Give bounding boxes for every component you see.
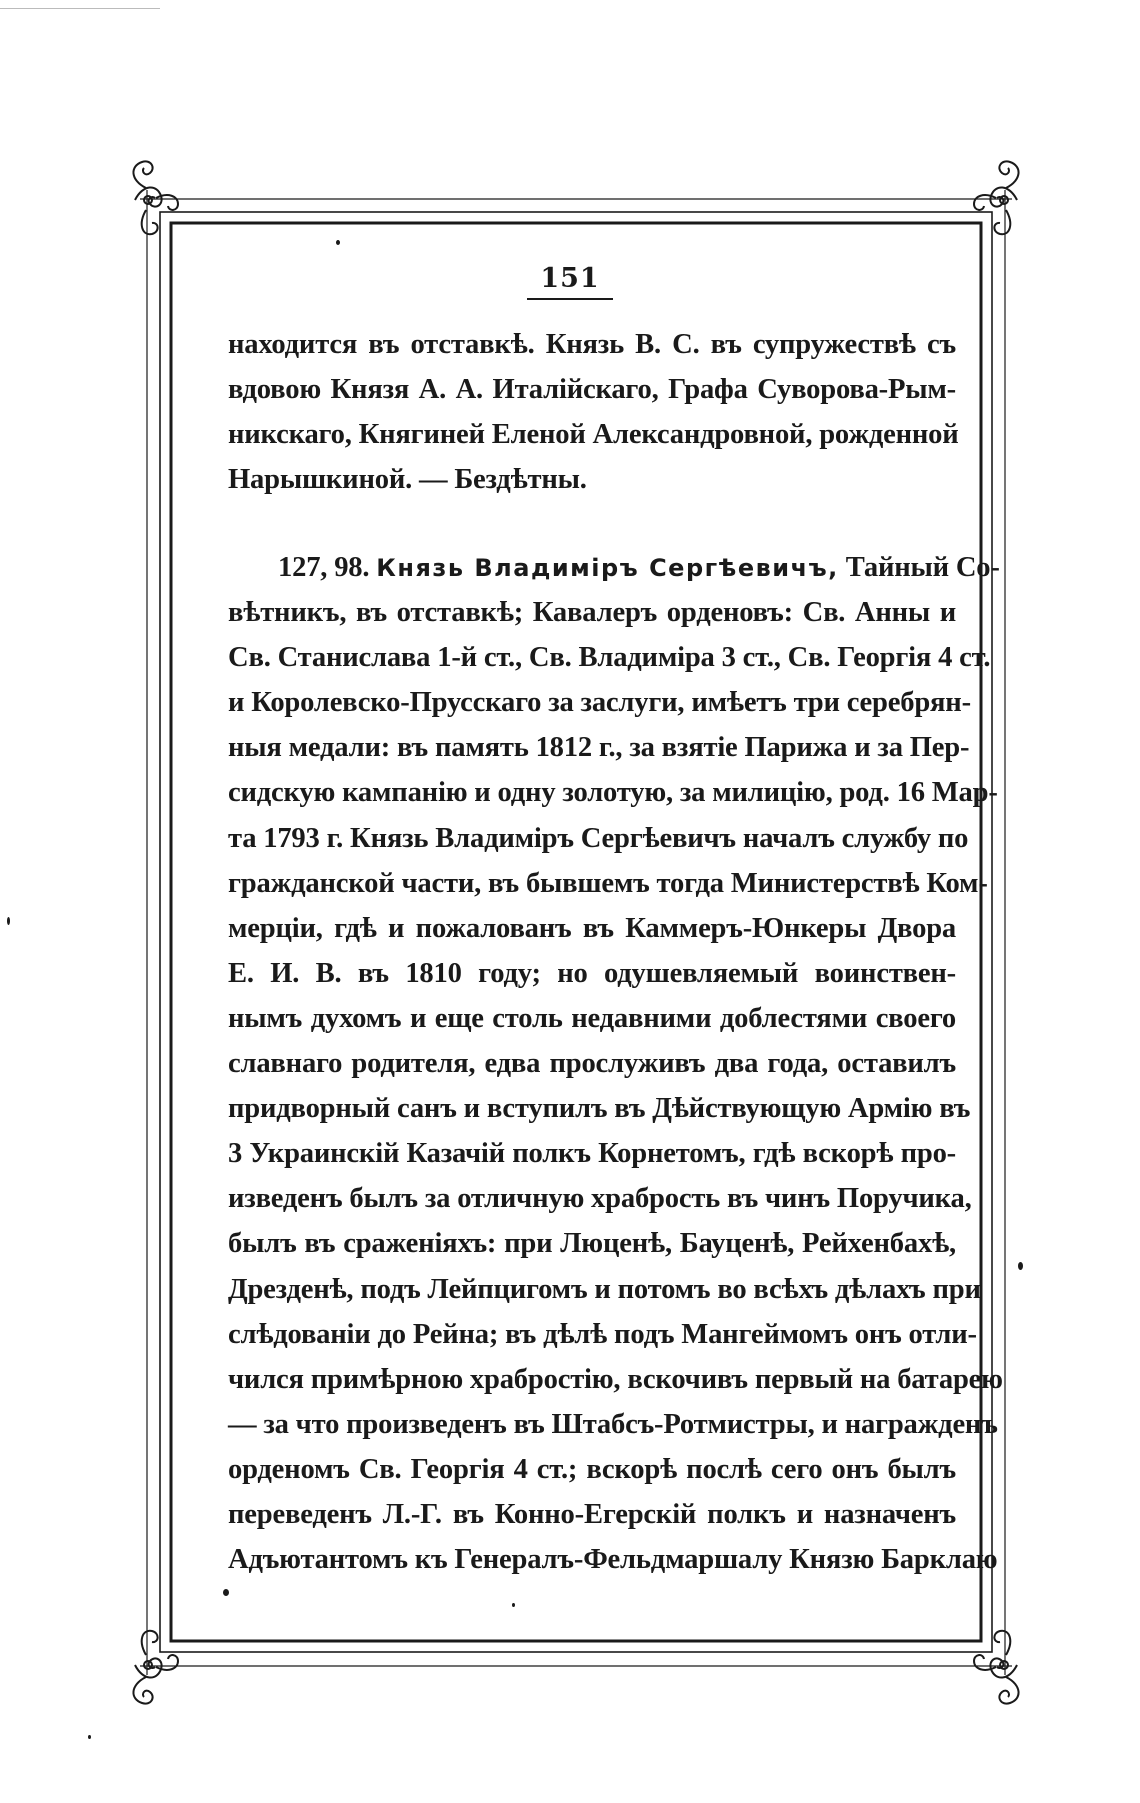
text-line: славнаго родителя, едва прослуживъ два года, оставилъ [228, 1048, 956, 1080]
text-line: Е. И. В. въ 1810 году; но одушевляемый воинствен- [228, 957, 956, 989]
text-line: переведенъ Л.-Г. въ Конно-Егерскій полкъ и назначенъ [228, 1498, 956, 1530]
text-line: Адъютантомъ къ Генералъ-Фельдмаршалу Князю Барклаю [228, 1544, 998, 1576]
text-line: вѣтникъ, въ отставкѣ; Кавалеръ орденовъ: Св. Анны и [228, 597, 956, 629]
text-line: мерціи, гдѣ и пожалованъ въ Каммеръ-Юнкеры Двора [228, 912, 956, 944]
text-line: орденомъ Св. Георгія 4 ст.; вскорѣ послѣ сего онъ былъ [228, 1453, 956, 1485]
text-line: ныя медали: въ память 1812 г., за взятіе Парижа и за Пер- [228, 732, 970, 764]
page-number-underline [527, 298, 613, 300]
paragraph-continuation [228, 322, 959, 502]
text-line: — за что произведенъ въ Штабсъ-Ротмистры, и награжденъ [228, 1408, 998, 1440]
text-line: нымъ духомъ и еще столь недавними доблестями своего [228, 1002, 956, 1034]
scan-speck [88, 1735, 91, 1739]
entry-first-line [228, 545, 1000, 590]
text-line: чился примѣрною храбростію, вскочивъ первый на батарею [228, 1363, 1003, 1395]
scan-speck [1018, 1262, 1023, 1270]
scan-speck [223, 1589, 229, 1596]
text-line: гражданской части, въ бывшемъ тогда Министерствѣ Ком- [228, 867, 988, 899]
scan-speck [336, 240, 340, 245]
entry-name-heading: Князь Владиміръ Сергѣевичъ, [376, 554, 839, 582]
text-line: Дрезденѣ, подъ Лейпцигомъ и потомъ во всѣхъ дѣлахъ при [228, 1273, 981, 1305]
scan-speck [512, 1603, 515, 1607]
text-line: Нарышкиной. — Бездѣтны. [228, 464, 587, 496]
text-line: сидскую кампанію и одну золотую, за милицію, род. 16 Мар- [228, 777, 998, 809]
text-line: слѣдованіи до Рейна; въ дѣлѣ подъ Мангеймомъ онъ отли- [228, 1318, 977, 1350]
text-line: изведенъ былъ за отличную храбрость въ чинъ Поручика, [228, 1183, 972, 1215]
text-line: находится въ отставкѣ. Князь В. С. въ супружествѣ съ [228, 329, 956, 360]
text-line: та 1793 г. Князь Владиміръ Сергѣевичъ началъ службу по [228, 822, 969, 854]
text-line: придворный санъ и вступилъ въ Дѣйствующую Армію въ [228, 1093, 971, 1125]
text-line: и Королевско-Прусскаго за заслуги, имѣетъ три серебрян- [228, 687, 971, 719]
text-line: никскаго, Княгиней Еленой Александровной, рожденной [228, 419, 959, 451]
entry-first-line-rest: Тайный Со- [845, 552, 1000, 583]
paragraph-entry-127 [228, 545, 1003, 1582]
scan-speck [7, 917, 10, 925]
text-line: 3 Украинскій Казачій полкъ Корнетомъ, гдѣ вскорѣ про- [228, 1138, 956, 1170]
text-line: былъ въ сраженіяхъ: при Люценѣ, Бауценѣ, Рейхенбахѣ, [228, 1228, 956, 1260]
entry-number: 127, 98. [278, 552, 370, 583]
text-line: Св. Станислава 1-й ст., Св. Владиміра 3 ст., Св. Георгія 4 ст. [228, 642, 991, 674]
text-line: вдовою Князя А. А. Италійскаго, Графа Суворова-Рым- [228, 374, 956, 406]
page-number: 151 [540, 263, 600, 294]
